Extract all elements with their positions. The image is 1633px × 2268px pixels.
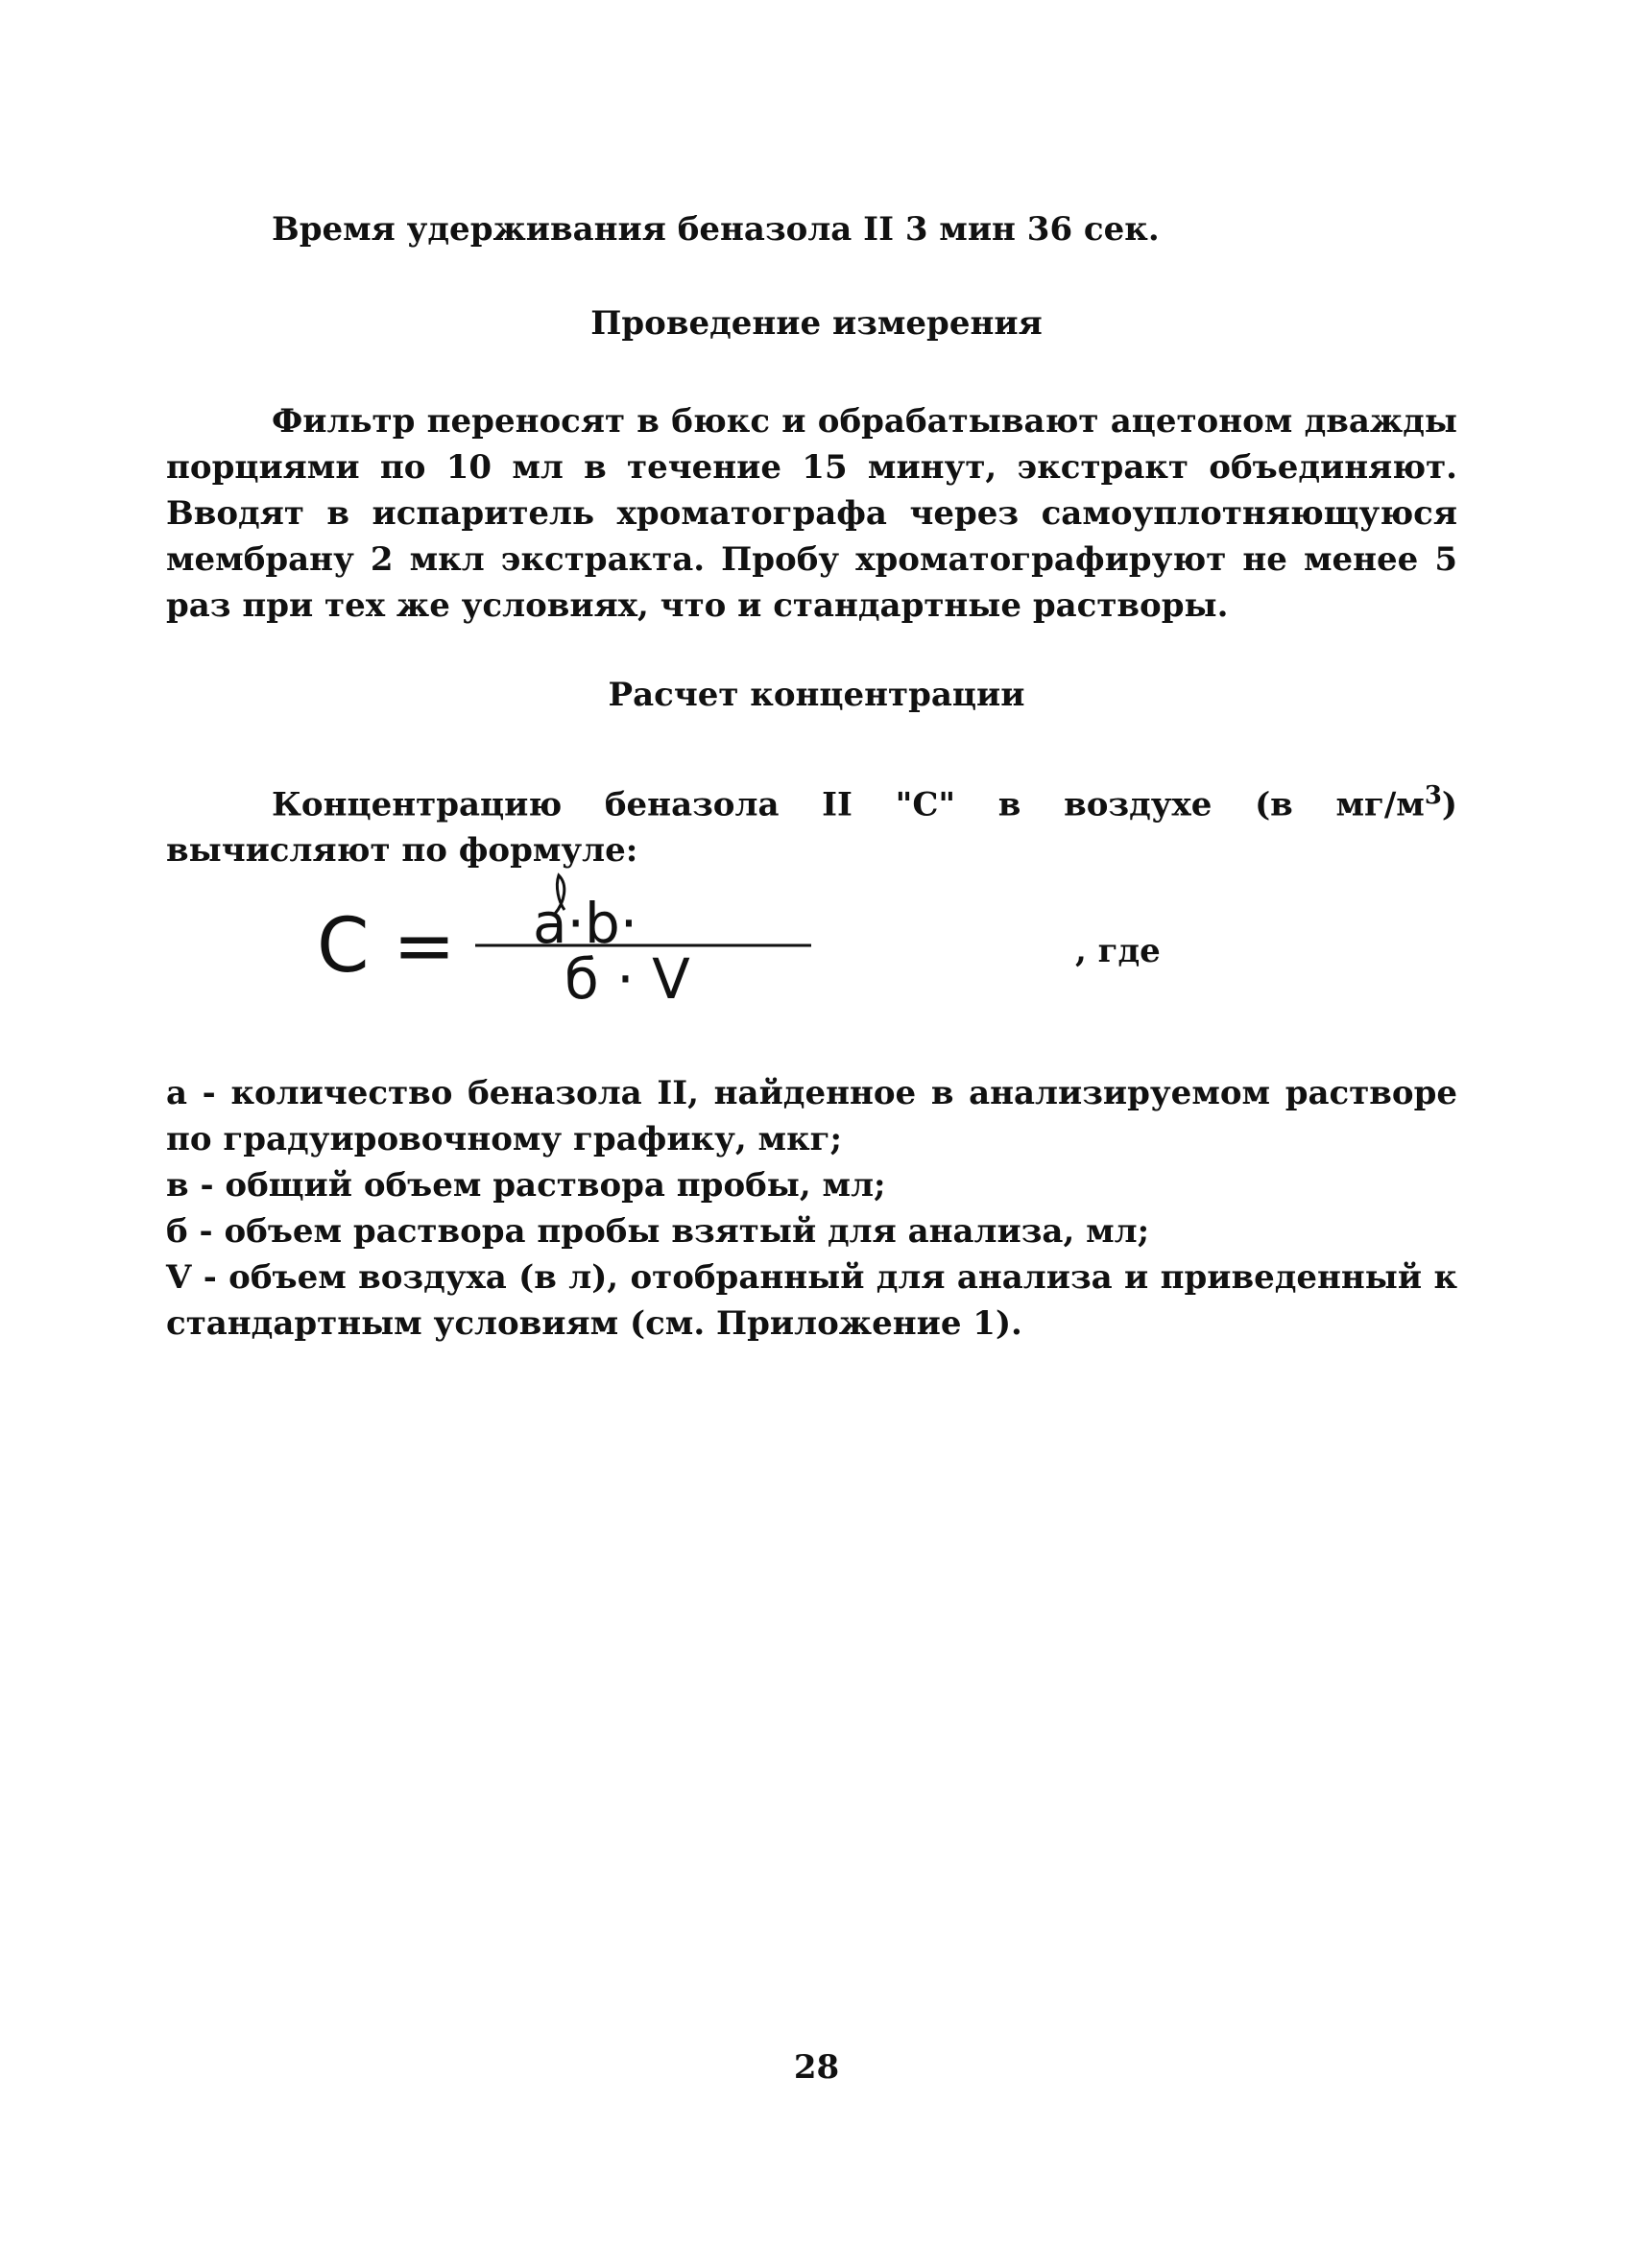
- definitions-list: [166, 1070, 1457, 1347]
- formula-lhs: C =: [317, 903, 456, 990]
- definition-volume: V - объем воздуха (в л), отобранный для анализа и приведенный к стандартным условиям (см. Приложение 1).: [166, 1258, 1457, 1343]
- heading-measurement: Проведение измерения: [590, 304, 1043, 343]
- concentration-paragraph: [166, 773, 1457, 873]
- measurement-paragraph: Фильтр переносят в бюкс и обрабатывают ацетоном дважды порциями по 10 мл в течение 15 минут, экстракт объединяют. Вводят в испаритель хроматографа через самоуплотняющуюся мембрану 2 мкл экстракта. Пробу хроматографируют не менее 5 раз при тех же условиях, что и стандартные растворы.: [166, 402, 1457, 625]
- definition-b: б - объем раствора пробы взятый для анализа, мл;: [166, 1212, 1150, 1251]
- definition-a: а - количество беназола II, найденное в анализируемом растворе по градуировочному графику, мкг;: [166, 1074, 1457, 1158]
- definition-v-lower: в - общий объем раствора пробы, мл;: [166, 1166, 886, 1205]
- handwritten-formula: [307, 864, 845, 1008]
- formula-numerator: a·b·: [533, 891, 638, 956]
- concentration-text-end: ) вычисляют по формуле:: [166, 785, 1457, 871]
- formula-where: , где: [1075, 932, 1161, 970]
- page-number: 28: [793, 2048, 840, 2087]
- heading-calculation: Расчет концентрации: [608, 676, 1025, 714]
- concentration-text: Концентрацию беназола II "С" в воздухе (в мг/м: [272, 785, 1425, 824]
- formula-denominator: б · V: [564, 946, 690, 1008]
- retention-time-line: Время удерживания беназола II 3 мин 36 сек.: [272, 210, 1160, 249]
- cubic-superscript: 3: [1424, 781, 1442, 810]
